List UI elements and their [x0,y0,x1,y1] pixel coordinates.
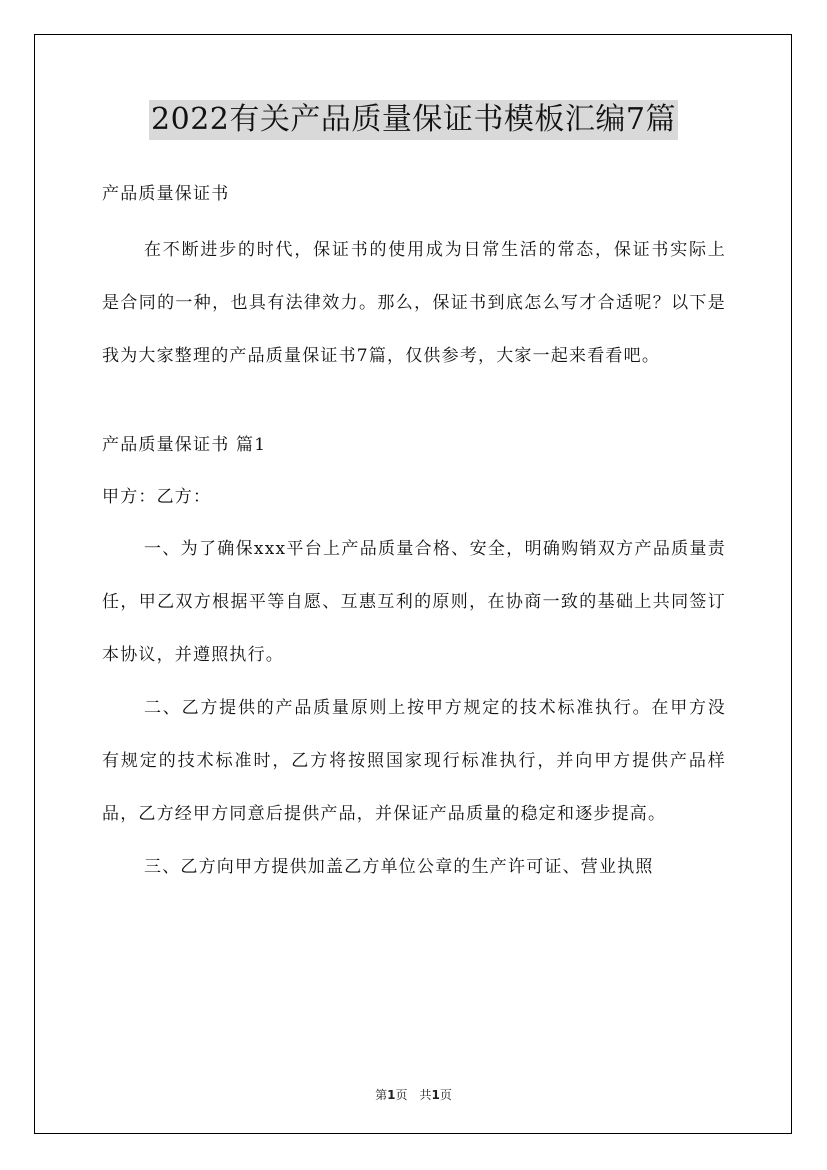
footer-total-pages: 1 [431,1088,440,1102]
footer-page-number: 1 [387,1088,396,1102]
footer-page-suffix: 页 [439,1088,452,1102]
document-title: 2022有关产品质量保证书模板汇编7篇 [149,100,678,140]
footer-page-prefix: 第 [375,1088,388,1102]
section-heading: 产品质量保证书 篇1 [102,435,267,455]
intro-paragraph: 在不断进步的时代，保证书的使用成为日常生活的常态，保证书实际上是合同的一种，也具有法律效力。那么，保证书到底怎么写才合适呢？以下是我为大家整理的产品质量保证书7篇，仅供参考，大家一起来看看吧。 [102,240,726,366]
clause-paragraph-1: 一、为了确保xxx平台上产品质量合格、安全，明确购销双方产品质量责任，甲乙双方根据平等自愿、互惠互利的原则，在协商一致的基础上共同签订本协议，并遵照执行。 [102,539,726,665]
document-body [102,172,726,894]
parties-line: 甲方：乙方： [102,487,212,507]
heading-product-guarantee: 产品质量保证书 [102,184,230,204]
clause-paragraph-2: 二、乙方提供的产品质量原则上按甲方规定的技术标准执行。在甲方没有规定的技术标准时，乙方将按照国家现行标准执行，并向甲方提供产品样品，乙方经甲方同意后提供产品，并保证产品质量的稳定和逐步提高。 [102,698,726,824]
clause-paragraph-3: 三、乙方向甲方提供加盖乙方单位公章的生产许可证、营业执照 [144,857,654,877]
title-container [0,100,827,140]
footer-page-mid: 页 共 [395,1088,432,1102]
page-footer [0,1086,827,1103]
